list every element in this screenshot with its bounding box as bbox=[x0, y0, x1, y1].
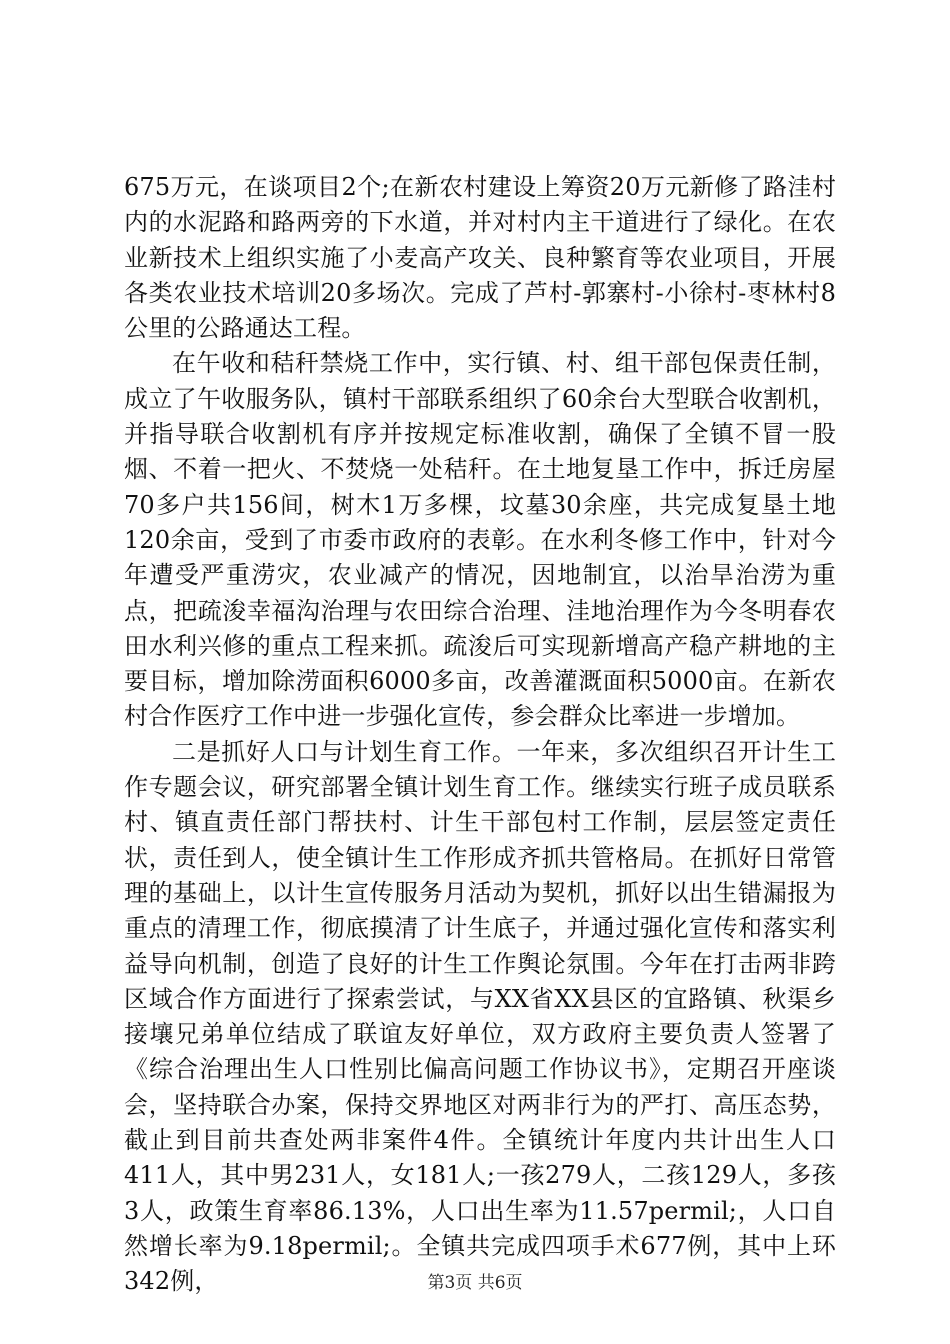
paragraph-1: 675万元，在谈项目2个;在新农村建设上筹资20万元新修了路洼村内的水泥路和路两旁的下水道，并对村内主干道进行了绿化。在农业新技术上组织实施了小麦高产攻关、良种繁育等农业项目，开展各类农业技术培训20多场次。完成了芦村-郭寨村-小徐村-枣林村8公里的公路通达工程。 bbox=[124, 173, 836, 343]
page-number: 第3页 共6页 bbox=[427, 1273, 523, 1293]
paragraph-2: 在午收和秸秆禁烧工作中，实行镇、村、组干部包保责任制，成立了午收服务队，镇村干部联系组织了60余台大型联合收割机，并指导联合收割机有序并按规定标准收割，确保了全镇不冒一股烟、不着一把火、不焚烧一处秸秆。在土地复垦工作中，拆迁房屋70多户共156间，树木1万多棵，坟墓30余座，共完成复垦土地120余亩，受到了市委市政府的表彰。在水利冬修工作中，针对今年遭受严重涝灾，农业减产的情况，因地制宜，以治旱治涝为重点，把疏浚幸福沟治理与农田综合治理、洼地治理作为今冬明春农田水利兴修的重点工程来抓。疏浚后可实现新增高产稳产耕地的主要目标，增加除涝面积6000多亩，改善灌溉面积5000亩。在新农村合作医疗工作中进一步强化宣传，参会群众比率进一步增加。 bbox=[124, 349, 836, 731]
document-body bbox=[124, 170, 836, 1300]
paragraph-3: 二是抓好人口与计划生育工作。一年来，多次组织召开计生工作专题会议，研究部署全镇计划生育工作。继续实行班子成员联系村、镇直责任部门帮扶村、计生干部包村工作制，层层签定责任状，责任到人，使全镇计生工作形成齐抓共管格局。在抓好日常管理的基础上，以计生宣传服务月活动为契机，抓好以出生错漏报为重点的清理工作，彻底摸清了计生底子，并通过强化宣传和落实利益导向机制，创造了良好的计生工作舆论氛围。今年在打击两非跨区域合作方面进行了探索尝试，与XX省XX县区的宜路镇、秋渠乡接壤兄弟单位结成了联谊友好单位，双方政府主要负责人签署了《综合治理出生人口性别比偏高问题工作协议书》，定期召开座谈会，坚持联合办案，保持交界地区对两非行为的严打、高压态势，截止到目前共查处两非案件4件。全镇统计年度内共计出生人口411人，其中男231人，女181人;一孩279人，二孩129人，多孩3人，政策生育率86.13%，人口出生率为11.57permil;，人口自然增长率为9.18permil;。全镇共完成四项手术677例，其中上环342例， bbox=[124, 737, 836, 1296]
page-footer bbox=[0, 1268, 950, 1293]
